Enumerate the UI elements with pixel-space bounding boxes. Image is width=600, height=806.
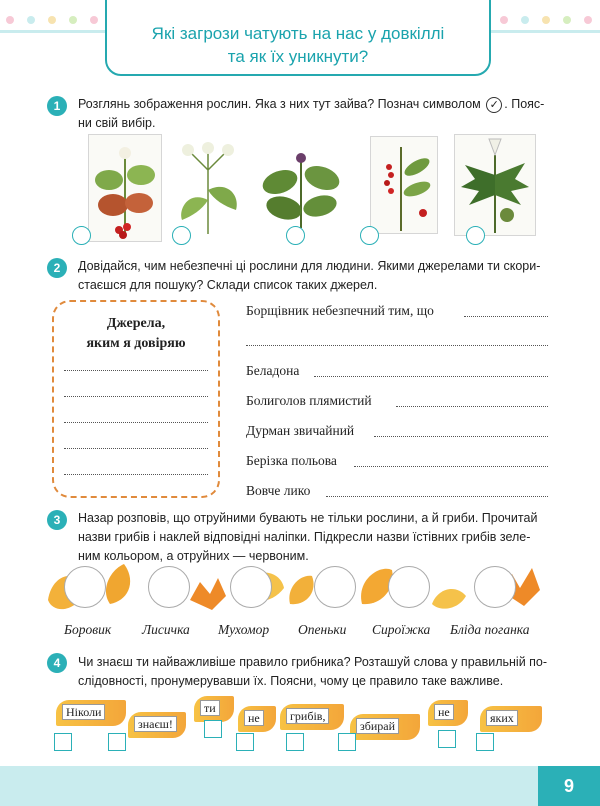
plant-label-bindweed: Берізка польова	[246, 453, 337, 468]
task-2-line2: стаєшся для пошуку? Склади список таких джерел.	[78, 278, 378, 292]
word-leaf-2[interactable]	[128, 712, 186, 738]
sources-line-3[interactable]	[64, 422, 208, 423]
task-3-line1: Назар розповів, що отруйними бувають не тільки рослини, а й гриби. Прочитай	[78, 511, 538, 525]
plant-image-belladonna	[258, 142, 344, 230]
task-4-line1: Чи знаєш ти найважливіше правило грибника? Розташуй слова у правильній по-	[78, 655, 548, 669]
sticker-spot-6[interactable]	[474, 566, 516, 608]
sticker-spot-3[interactable]	[230, 566, 272, 608]
choice-circle-5[interactable]	[466, 226, 485, 245]
decorative-dots-right	[500, 16, 592, 24]
hogweed-answer-line-1[interactable]	[464, 316, 548, 317]
number-box-4[interactable]	[236, 733, 254, 751]
page-title	[105, 0, 491, 76]
bottom-band	[0, 766, 600, 806]
choice-circle-3[interactable]	[286, 226, 305, 245]
word-3: ти	[200, 700, 220, 716]
word-1: Ніколи	[62, 704, 105, 720]
plant-label-datura: Дурман звичайний	[246, 423, 355, 438]
word-leaf-6[interactable]	[350, 714, 420, 740]
plant-label-hogweed: Борщівник небезпечний тим, що	[246, 303, 434, 318]
mushroom-label-mukhomor: Мухомор	[218, 622, 270, 637]
choice-circle-4[interactable]	[360, 226, 379, 245]
word-leaf-3[interactable]	[194, 696, 234, 722]
word-leaf-1[interactable]	[56, 700, 126, 726]
task-1-text-part1: Розглянь зображення рослин. Яка з них тут зайва? Познач символом	[78, 97, 481, 111]
mushroom-label-blida-pohanka: Бліда поганка	[450, 622, 530, 637]
decorative-dots-left	[6, 16, 98, 24]
choice-circle-1[interactable]	[72, 226, 91, 245]
sources-box-title	[54, 314, 218, 354]
sources-title-line2: яким я довіряю	[86, 336, 186, 351]
daphne-answer-line[interactable]	[326, 496, 548, 497]
number-box-7[interactable]	[438, 730, 456, 748]
number-box-6[interactable]	[338, 733, 356, 751]
number-box-8[interactable]	[476, 733, 494, 751]
word-leaf-8[interactable]	[480, 706, 542, 732]
word-leaf-7[interactable]	[428, 700, 468, 726]
task-2-line1: Довідайся, чим небезпечні ці рослини для людини. Якими джерелами ти скори-	[78, 259, 541, 273]
check-circle-icon: ✓	[486, 97, 502, 113]
word-7: не	[434, 704, 454, 720]
mushroom-label-openky: Опеньки	[298, 622, 347, 637]
plant-image-viburnum	[88, 134, 162, 242]
mushroom-label-syroyizhka: Сироїжка	[372, 622, 431, 637]
task-1-text-part2: Пояс-	[511, 97, 545, 111]
plant-label-belladonna: Беладона	[246, 363, 300, 378]
word-4: не	[244, 710, 264, 726]
word-leaf-4[interactable]	[238, 706, 276, 732]
task-3-text	[78, 509, 558, 566]
word-leaf-5[interactable]	[280, 704, 344, 730]
bindweed-answer-line[interactable]	[354, 466, 548, 467]
sources-line-2[interactable]	[64, 396, 208, 397]
task-4-number: 4	[47, 653, 67, 673]
word-8: яких	[486, 710, 518, 726]
number-box-2[interactable]	[108, 733, 126, 751]
sources-line-1[interactable]	[64, 370, 208, 371]
sources-line-4[interactable]	[64, 448, 208, 449]
mushroom-label-borovyk: Боровик	[64, 622, 112, 637]
sources-title-line1: Джерела,	[106, 316, 166, 331]
belladonna-answer-line[interactable]	[314, 376, 548, 377]
sticker-spot-4[interactable]	[314, 566, 356, 608]
page-number: 9	[538, 766, 600, 806]
task-1-number: 1	[47, 96, 67, 116]
number-box-5[interactable]	[286, 733, 304, 751]
plant-label-hemlock: Болиголов плямистий	[246, 393, 372, 408]
number-box-3[interactable]	[204, 720, 222, 738]
task-4-text	[78, 653, 558, 691]
task-1-text-line2: ни свій вибір.	[78, 116, 156, 130]
hogweed-answer-line-2[interactable]	[246, 345, 548, 346]
word-2: знаєш!	[134, 716, 177, 732]
sticker-spot-5[interactable]	[388, 566, 430, 608]
mushroom-label-lysychka: Лисичка	[142, 622, 190, 637]
task-3-line3: ним кольором, а отруйних — червоним.	[78, 549, 309, 563]
word-5: грибів,	[286, 708, 329, 724]
word-6: збирай	[356, 718, 399, 734]
sources-box	[52, 300, 220, 498]
number-box-1[interactable]	[54, 733, 72, 751]
hemlock-answer-line[interactable]	[396, 406, 548, 407]
plant-image-wolfsbane	[370, 136, 438, 234]
task-2-text	[78, 257, 558, 295]
plant-image-hemlock-flower	[168, 140, 248, 236]
title-line-2: та як їх уникнути?	[227, 47, 369, 66]
sticker-spot-1[interactable]	[64, 566, 106, 608]
task-4-line2: слідовності, пронумерувавши їх. Поясни, чому це правило таке важливе.	[78, 674, 504, 688]
sticker-spot-2[interactable]	[148, 566, 190, 608]
datura-answer-line[interactable]	[374, 436, 548, 437]
plant-image-datura	[454, 134, 536, 236]
title-line-1: Які загрози чатують на нас у довкіллі	[151, 24, 445, 43]
task-3-number: 3	[47, 510, 67, 530]
task-2-number: 2	[47, 258, 67, 278]
task-3-line2: назви грибів і наклей відповідні наліпки. Підкресли назви їстівних грибів зеле-	[78, 530, 531, 544]
task-1-text: Розглянь зображення рослин. Яка з них тут зайва? Познач символом ✓ . Пояс- ни свій вибір.	[78, 97, 545, 130]
plant-label-daphne: Вовче лико	[246, 483, 311, 498]
sources-line-5[interactable]	[64, 474, 208, 475]
choice-circle-2[interactable]	[172, 226, 191, 245]
